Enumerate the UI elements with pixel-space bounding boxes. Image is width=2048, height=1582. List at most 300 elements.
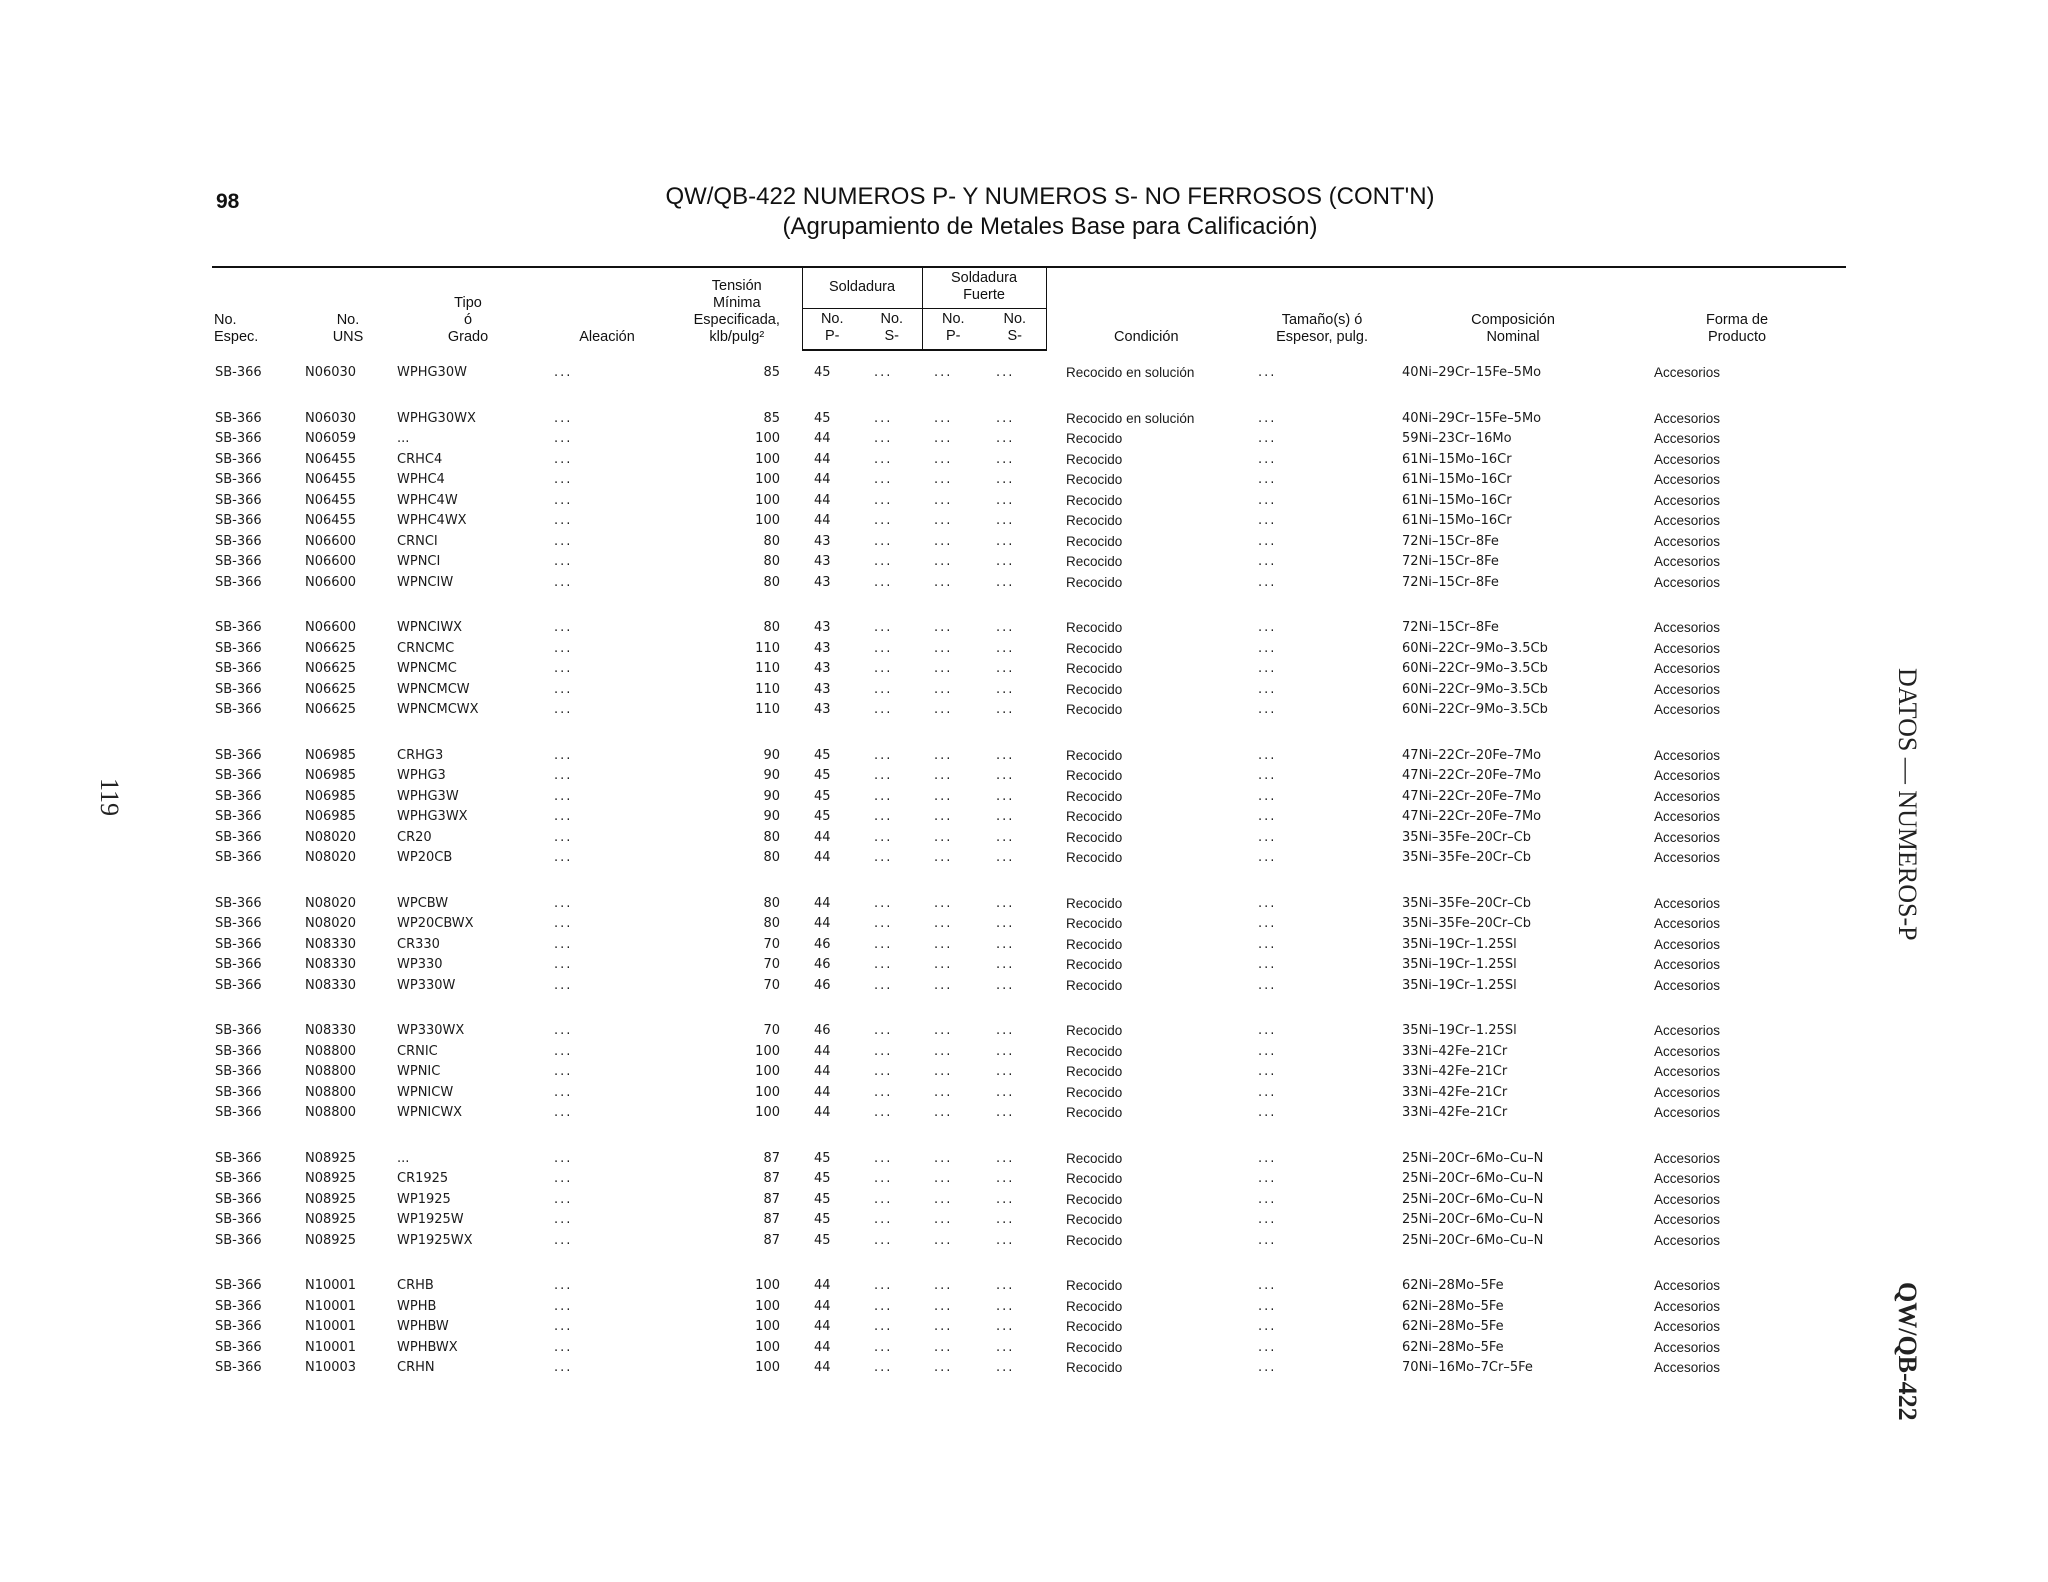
cell-braze-s: ... <box>996 451 1015 467</box>
cell-tension: 80 <box>763 829 780 845</box>
cell-size: ... <box>1258 431 1277 446</box>
cell-braze-p: ... <box>934 1339 953 1355</box>
cell-size: ... <box>1258 957 1277 972</box>
cell-condition: Recocido <box>1066 1043 1123 1059</box>
cell-weld-s: ... <box>874 640 893 656</box>
cell-weld-p: 45 <box>814 1191 831 1207</box>
cell-tension: 70 <box>763 977 780 993</box>
cell-weld-p: 45 <box>814 747 831 763</box>
cell-alloy: ... <box>554 1023 573 1038</box>
cell-uns: N06625 <box>305 681 357 697</box>
table-row <box>212 680 1846 701</box>
side-section-label: DATOS — NUMEROS-P <box>1893 668 1922 941</box>
cell-grade: CRHB <box>397 1278 434 1293</box>
cell-product-form: Accesorios <box>1654 936 1721 952</box>
cell-condition: Recocido <box>1066 640 1123 656</box>
cell-tension: 80 <box>763 850 780 865</box>
header-forma: Forma de Producto <box>1628 267 1846 350</box>
cell-product-form: Accesorios <box>1654 1023 1721 1038</box>
cell-condition: Recocido en solución <box>1066 364 1195 380</box>
cell-weld-p: 44 <box>814 472 831 487</box>
cell-weld-p: 43 <box>814 533 831 549</box>
page-subtitle: (Agrupamiento de Metales Base para Calificación) <box>782 213 1318 240</box>
cell-condition: Recocido <box>1066 1298 1123 1314</box>
cell-alloy: ... <box>554 1360 573 1375</box>
cell-condition: Recocido <box>1066 661 1123 676</box>
table-row <box>212 639 1846 660</box>
table-row <box>212 470 1846 491</box>
cell-spec: SB-366 <box>215 431 262 446</box>
cell-braze-s: ... <box>996 850 1015 865</box>
header-tamano: Tamaño(s) ó Espesor, pulg. <box>1246 267 1398 350</box>
cell-product-form: Accesorios <box>1654 829 1721 845</box>
cell-weld-p: 45 <box>814 1232 831 1248</box>
cell-tension: 87 <box>763 1232 780 1248</box>
cell-spec: SB-366 <box>215 1232 262 1248</box>
cell-composition: 60Ni–22Cr–9Mo–3.5Cb <box>1402 640 1548 656</box>
cell-composition: 60Ni–22Cr–9Mo–3.5Cb <box>1402 681 1548 697</box>
cell-uns: N08020 <box>305 916 357 931</box>
cell-braze-s: ... <box>996 936 1015 952</box>
cell-tension: 100 <box>755 1278 780 1293</box>
cell-composition: 60Ni–22Cr–9Mo–3.5Cb <box>1402 702 1548 717</box>
cell-grade: WP1925 <box>397 1191 451 1207</box>
cell-spec: SB-366 <box>215 1171 262 1186</box>
table-row <box>212 976 1846 997</box>
table-row <box>212 409 1846 430</box>
cell-composition: 25Ni–20Cr–6Mo–Cu–N <box>1402 1150 1544 1166</box>
table-row <box>212 552 1846 573</box>
cell-weld-s: ... <box>874 661 893 676</box>
cell-product-form: Accesorios <box>1654 977 1721 993</box>
cell-tension: 85 <box>763 410 780 426</box>
cell-uns: N10001 <box>305 1319 357 1334</box>
cell-braze-p: ... <box>934 554 953 569</box>
cell-grade: WPNCMCWX <box>397 702 479 717</box>
cell-weld-s: ... <box>874 977 893 993</box>
cell-spec: SB-366 <box>215 1064 262 1079</box>
cell-weld-s: ... <box>874 936 893 952</box>
cell-spec: SB-366 <box>215 492 262 508</box>
cell-braze-p: ... <box>934 1150 953 1166</box>
cell-tension: 70 <box>763 1023 780 1038</box>
cell-grade: WPNCI <box>397 554 441 569</box>
cell-spec: SB-366 <box>215 1319 262 1334</box>
cell-weld-s: ... <box>874 1105 893 1120</box>
cell-grade: WPNCIWX <box>397 620 463 635</box>
cell-condition: Recocido en solución <box>1066 410 1195 426</box>
cell-braze-p: ... <box>934 809 953 824</box>
cell-tension: 100 <box>755 492 780 508</box>
cell-braze-s: ... <box>996 1043 1015 1059</box>
cell-alloy: ... <box>554 916 573 931</box>
cell-composition: 33Ni–42Fe–21Cr <box>1402 1043 1508 1059</box>
cell-weld-p: 43 <box>814 640 831 656</box>
cell-weld-p: 46 <box>814 936 831 952</box>
cell-uns: N06985 <box>305 788 357 804</box>
cell-tension: 110 <box>755 640 780 656</box>
cell-grade: CRHN <box>397 1360 435 1375</box>
cell-size: ... <box>1258 768 1277 783</box>
cell-alloy: ... <box>554 702 573 717</box>
cell-condition: Recocido <box>1066 916 1123 931</box>
cell-product-form: Accesorios <box>1654 620 1721 635</box>
cell-tension: 80 <box>763 916 780 931</box>
table-body <box>212 350 1846 1379</box>
cell-weld-s: ... <box>874 472 893 487</box>
cell-alloy: ... <box>554 431 573 446</box>
cell-tension: 110 <box>755 702 780 717</box>
cell-weld-s: ... <box>874 768 893 783</box>
cell-weld-p: 45 <box>814 1212 831 1227</box>
cell-spec: SB-366 <box>215 850 262 865</box>
cell-spec: SB-366 <box>215 788 262 804</box>
cell-condition: Recocido <box>1066 620 1123 635</box>
cell-grade: WPHB <box>397 1298 437 1314</box>
cell-composition: 62Ni–28Mo–5Fe <box>1402 1319 1504 1334</box>
cell-product-form: Accesorios <box>1654 1360 1721 1375</box>
cell-braze-s: ... <box>996 916 1015 931</box>
cell-weld-s: ... <box>874 809 893 824</box>
cell-uns: N06455 <box>305 492 357 508</box>
cell-braze-s: ... <box>996 957 1015 972</box>
cell-weld-s: ... <box>874 829 893 845</box>
cell-composition: 60Ni–22Cr–9Mo–3.5Cb <box>1402 661 1548 676</box>
table-row <box>212 532 1846 553</box>
row-group-gap <box>212 721 1846 746</box>
cell-tension: 110 <box>755 681 780 697</box>
cell-spec: SB-366 <box>215 916 262 931</box>
cell-tension: 80 <box>763 620 780 635</box>
cell-alloy: ... <box>554 1298 573 1314</box>
cell-spec: SB-366 <box>215 1360 262 1375</box>
header-soldadura: Soldadura <box>802 267 922 309</box>
cell-spec: SB-366 <box>215 809 262 824</box>
cell-braze-s: ... <box>996 1278 1015 1293</box>
cell-alloy: ... <box>554 513 573 528</box>
cell-braze-s: ... <box>996 829 1015 845</box>
cell-weld-p: 43 <box>814 681 831 697</box>
cell-spec: SB-366 <box>215 977 262 993</box>
cell-weld-p: 45 <box>814 410 831 426</box>
cell-condition: Recocido <box>1066 702 1123 717</box>
cell-weld-p: 44 <box>814 513 831 528</box>
cell-condition: Recocido <box>1066 768 1123 783</box>
cell-grade: WPHBWX <box>397 1339 458 1355</box>
cell-braze-s: ... <box>996 1339 1015 1355</box>
cell-weld-p: 44 <box>814 1278 831 1293</box>
cell-weld-p: 43 <box>814 620 831 635</box>
cell-weld-s: ... <box>874 1360 893 1375</box>
cell-tension: 100 <box>755 1360 780 1375</box>
cell-condition: Recocido <box>1066 829 1123 845</box>
cell-uns: N06059 <box>305 431 357 446</box>
cell-braze-s: ... <box>996 1023 1015 1038</box>
cell-uns: N06030 <box>305 410 357 426</box>
cell-braze-s: ... <box>996 788 1015 804</box>
cell-uns: N08020 <box>305 850 357 865</box>
cell-spec: SB-366 <box>215 451 262 467</box>
cell-grade: WPHC4WX <box>397 513 467 528</box>
cell-braze-p: ... <box>934 661 953 676</box>
cell-spec: SB-366 <box>215 1339 262 1355</box>
cell-spec: SB-366 <box>215 829 262 845</box>
cell-braze-s: ... <box>996 1064 1015 1079</box>
cell-condition: Recocido <box>1066 936 1123 952</box>
table-row <box>212 766 1846 787</box>
cell-alloy: ... <box>554 809 573 824</box>
cell-spec: SB-366 <box>215 640 262 656</box>
cell-weld-p: 43 <box>814 702 831 717</box>
cell-spec: SB-366 <box>215 936 262 952</box>
cell-condition: Recocido <box>1066 1191 1123 1207</box>
cell-composition: 62Ni–28Mo–5Fe <box>1402 1339 1504 1355</box>
cell-braze-p: ... <box>934 1278 953 1293</box>
cell-condition: Recocido <box>1066 1278 1123 1293</box>
cell-weld-p: 43 <box>814 554 831 569</box>
cell-alloy: ... <box>554 1084 573 1100</box>
cell-weld-p: 45 <box>814 788 831 804</box>
cell-product-form: Accesorios <box>1654 431 1721 446</box>
cell-braze-p: ... <box>934 620 953 635</box>
cell-grade: WP330W <box>397 977 456 993</box>
cell-alloy: ... <box>554 640 573 656</box>
cell-grade: WPHBW <box>397 1319 449 1334</box>
cell-braze-s: ... <box>996 702 1015 717</box>
cell-braze-p: ... <box>934 977 953 993</box>
table-row <box>212 1021 1846 1042</box>
cell-braze-p: ... <box>934 574 953 590</box>
cell-tension: 87 <box>763 1212 780 1227</box>
cell-uns: N10001 <box>305 1278 357 1293</box>
cell-weld-s: ... <box>874 1023 893 1038</box>
cell-uns: N06600 <box>305 533 357 549</box>
p-numbers-table <box>212 266 1846 1379</box>
cell-condition: Recocido <box>1066 747 1123 763</box>
cell-weld-s: ... <box>874 895 893 911</box>
cell-uns: N08925 <box>305 1171 357 1186</box>
cell-size: ... <box>1258 1319 1277 1334</box>
cell-product-form: Accesorios <box>1654 554 1721 569</box>
cell-size: ... <box>1258 1084 1277 1100</box>
cell-condition: Recocido <box>1066 472 1123 487</box>
cell-uns: N06625 <box>305 640 357 656</box>
cell-braze-p: ... <box>934 916 953 931</box>
row-group-gap <box>212 593 1846 618</box>
table-row <box>212 935 1846 956</box>
table-row <box>212 659 1846 680</box>
side-page-number: 119 <box>95 778 124 817</box>
cell-grade: WPHG3WX <box>397 809 468 824</box>
cell-size: ... <box>1258 1191 1277 1207</box>
cell-product-form: Accesorios <box>1654 451 1721 467</box>
cell-spec: SB-366 <box>215 1150 262 1166</box>
cell-composition: 25Ni–20Cr–6Mo–Cu–N <box>1402 1212 1544 1227</box>
cell-grade: WP330 <box>397 957 443 972</box>
cell-spec: SB-366 <box>215 620 262 635</box>
cell-size: ... <box>1258 829 1277 845</box>
cell-uns: N08800 <box>305 1084 357 1100</box>
cell-spec: SB-366 <box>215 1212 262 1227</box>
cell-braze-p: ... <box>934 1023 953 1038</box>
header-weld-s: No. S- <box>862 309 922 351</box>
cell-tension: 90 <box>763 788 780 804</box>
table-row <box>212 1169 1846 1190</box>
cell-weld-p: 44 <box>814 829 831 845</box>
cell-weld-s: ... <box>874 1298 893 1314</box>
cell-weld-p: 44 <box>814 916 831 931</box>
table-row <box>212 1317 1846 1338</box>
cell-tension: 90 <box>763 747 780 763</box>
cell-braze-p: ... <box>934 850 953 865</box>
header-aleacion: Aleación <box>542 267 672 350</box>
cell-grade: WPNIC <box>397 1064 441 1079</box>
table-row <box>212 450 1846 471</box>
cell-alloy: ... <box>554 895 573 911</box>
cell-size: ... <box>1258 895 1277 911</box>
cell-uns: N06030 <box>305 364 357 380</box>
cell-braze-s: ... <box>996 533 1015 549</box>
cell-size: ... <box>1258 1043 1277 1059</box>
cell-size: ... <box>1258 472 1277 487</box>
cell-uns: N08800 <box>305 1064 357 1079</box>
cell-uns: N06625 <box>305 702 357 717</box>
cell-condition: Recocido <box>1066 1171 1123 1186</box>
cell-tension: 100 <box>755 472 780 487</box>
cell-spec: SB-366 <box>215 1191 262 1207</box>
cell-condition: Recocido <box>1066 513 1123 528</box>
cell-tension: 100 <box>755 1064 780 1079</box>
cell-alloy: ... <box>554 492 573 508</box>
cell-alloy: ... <box>554 364 573 380</box>
cell-braze-s: ... <box>996 1171 1015 1186</box>
cell-size: ... <box>1258 809 1277 824</box>
cell-size: ... <box>1258 640 1277 656</box>
cell-grade: CR330 <box>397 936 440 952</box>
cell-uns: N10001 <box>305 1298 357 1314</box>
cell-condition: Recocido <box>1066 1232 1123 1248</box>
cell-weld-s: ... <box>874 702 893 717</box>
cell-size: ... <box>1258 492 1277 508</box>
cell-braze-s: ... <box>996 809 1015 824</box>
cell-composition: 47Ni–22Cr–20Fe–7Mo <box>1402 809 1542 824</box>
cell-composition: 72Ni–15Cr–8Fe <box>1402 574 1499 590</box>
cell-uns: N08800 <box>305 1043 357 1059</box>
cell-uns: N06625 <box>305 661 357 676</box>
cell-uns: N06455 <box>305 472 357 487</box>
cell-weld-p: 46 <box>814 1023 831 1038</box>
cell-product-form: Accesorios <box>1654 1064 1721 1079</box>
cell-tension: 90 <box>763 809 780 824</box>
cell-braze-s: ... <box>996 1232 1015 1248</box>
cell-grade: WP1925W <box>397 1212 464 1227</box>
cell-alloy: ... <box>554 1043 573 1059</box>
cell-uns: N06455 <box>305 451 357 467</box>
table-row <box>212 1190 1846 1211</box>
cell-alloy: ... <box>554 850 573 865</box>
table-row <box>212 700 1846 721</box>
cell-braze-p: ... <box>934 472 953 487</box>
cell-composition: 25Ni–20Cr–6Mo–Cu–N <box>1402 1232 1544 1248</box>
cell-weld-s: ... <box>874 533 893 549</box>
cell-tension: 100 <box>755 451 780 467</box>
cell-uns: N08020 <box>305 829 357 845</box>
cell-size: ... <box>1258 364 1277 380</box>
cell-grade: WPNICWX <box>397 1105 463 1120</box>
cell-spec: SB-366 <box>215 1105 262 1120</box>
cell-size: ... <box>1258 554 1277 569</box>
cell-weld-s: ... <box>874 365 893 380</box>
cell-braze-s: ... <box>996 365 1015 380</box>
cell-uns: N08925 <box>305 1232 357 1248</box>
table-row <box>212 491 1846 512</box>
cell-product-form: Accesorios <box>1654 1298 1721 1314</box>
cell-condition: Recocido <box>1066 1105 1123 1120</box>
cell-tension: 100 <box>755 1339 780 1355</box>
cell-alloy: ... <box>554 533 573 549</box>
table-row <box>212 1103 1846 1124</box>
cell-weld-s: ... <box>874 431 893 446</box>
cell-spec: SB-366 <box>215 574 262 590</box>
cell-grade: WPHC4W <box>397 492 458 508</box>
cell-weld-p: 44 <box>814 1319 831 1334</box>
cell-tension: 80 <box>763 895 780 911</box>
cell-braze-s: ... <box>996 1319 1015 1334</box>
cell-braze-p: ... <box>934 768 953 783</box>
cell-condition: Recocido <box>1066 895 1123 911</box>
cell-braze-s: ... <box>996 1150 1015 1166</box>
cell-braze-s: ... <box>996 640 1015 656</box>
cell-tension: 87 <box>763 1150 780 1166</box>
cell-weld-s: ... <box>874 451 893 467</box>
cell-braze-p: ... <box>934 431 953 446</box>
cell-tension: 100 <box>755 1084 780 1100</box>
row-group-gap <box>212 996 1846 1021</box>
cell-braze-p: ... <box>934 1191 953 1207</box>
cell-composition: 33Ni–42Fe–21Cr <box>1402 1105 1508 1120</box>
cell-condition: Recocido <box>1066 533 1123 549</box>
cell-braze-s: ... <box>996 1298 1015 1314</box>
cell-weld-s: ... <box>874 916 893 931</box>
cell-alloy: ... <box>554 747 573 763</box>
cell-weld-p: 44 <box>814 1064 831 1079</box>
cell-alloy: ... <box>554 1319 573 1334</box>
cell-spec: SB-366 <box>215 554 262 569</box>
cell-grade: WPCBW <box>397 895 449 911</box>
table-row <box>212 914 1846 935</box>
cell-size: ... <box>1258 533 1277 549</box>
cell-product-form: Accesorios <box>1654 895 1721 911</box>
cell-grade: WPHC4 <box>397 472 445 487</box>
cell-uns: N06600 <box>305 620 357 635</box>
header-no-uns: No. UNS <box>302 267 394 350</box>
cell-condition: Recocido <box>1066 1319 1123 1334</box>
cell-braze-s: ... <box>996 768 1015 783</box>
cell-composition: 70Ni–16Mo–7Cr–5Fe <box>1402 1360 1533 1375</box>
cell-uns: N06600 <box>305 574 357 590</box>
row-group-gap <box>212 1124 1846 1149</box>
header-braze-p: No. P- <box>922 309 984 351</box>
cell-grade: CR20 <box>397 829 432 845</box>
cell-alloy: ... <box>554 472 573 487</box>
cell-weld-s: ... <box>874 1171 893 1186</box>
cell-weld-p: 45 <box>814 365 831 380</box>
cell-product-form: Accesorios <box>1654 1339 1721 1355</box>
cell-weld-s: ... <box>874 788 893 804</box>
cell-alloy: ... <box>554 936 573 952</box>
cell-composition: 61Ni–15Mo–16Cr <box>1402 513 1512 528</box>
cell-grade: CRHG3 <box>397 747 444 763</box>
